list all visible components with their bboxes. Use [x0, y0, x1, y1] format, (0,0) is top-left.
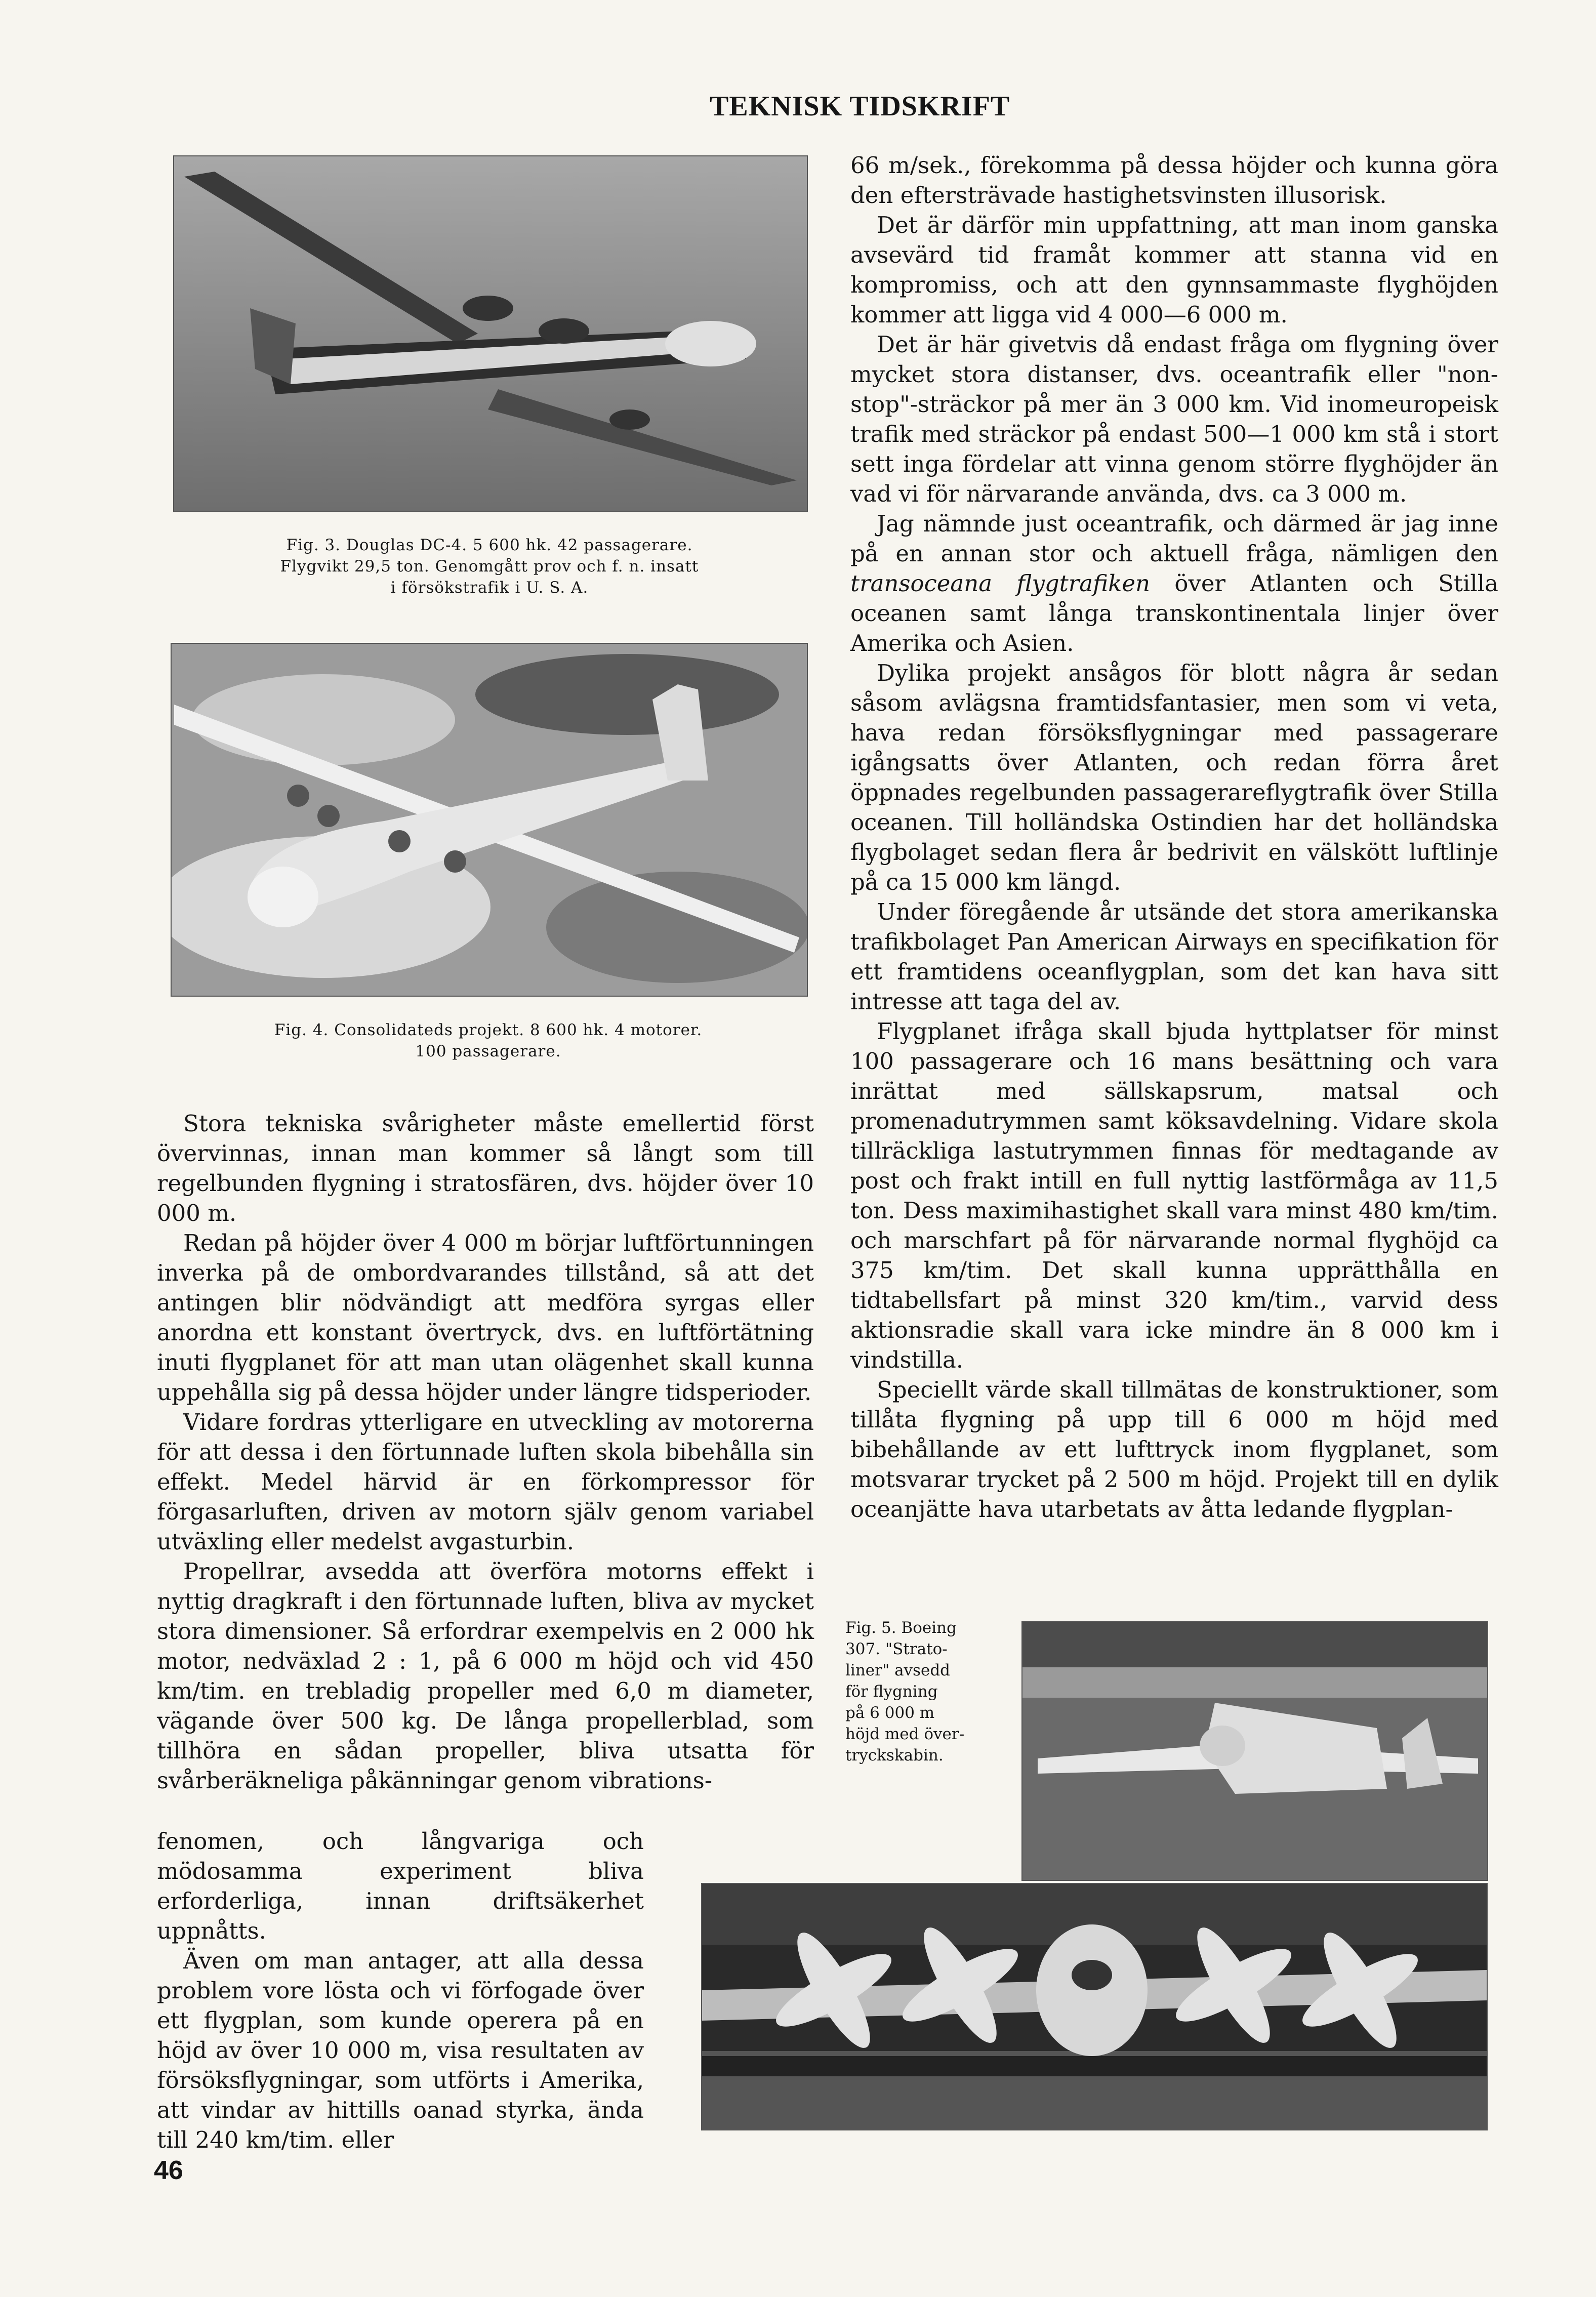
paragraph: Även om man antager, att alla dessa problem vore lösta och vi förfogade över ett flygplan, som kunde operera på en höjd av över 10 000 m, visa resultaten av försöksflygningar, som utförts i Amerika, att vindar av hittills oanad styrka, ända till 240 km/tim. eller	[157, 1947, 644, 2153]
paragraph: Stora tekniska svårigheter måste emellertid först övervinnas, innan man kommer så långt som till regelbunden flygning i stratosfären, dvs. höjder över 10 000 m.	[157, 1110, 814, 1226]
left-column-text-narrow	[157, 1826, 644, 2155]
paragraph: Redan på höjder över 4 000 m börjar luftförtunningen inverka på de ombordvarandes tillstånd, så att det antingen blir nödvändigt att medföra syrgas eller anordna ett konstant övertryck, dvs. en luftförtätning inuti flygplanet för att man utan olägenhet skall kunna uppehålla sig på dessa höjder under längre tidsperioder.	[157, 1229, 814, 1406]
paragraph: Flygplanet ifråga skall bjuda hyttplatser för minst 100 passagerare och 16 mans besättning och vara inrättat med sällskapsrum, matsal och promenadutrymmen samt köksavdelning. Vidare skola tillräckliga lastutrymmen finnas för medtagande av post och frakt intill en full nyttig lastförmåga av 11,5 ton. Dess maximihastighet skall vara minst 480 km/tim. och marschfart på för närvarande normal flyghöjd ca 375 km/tim. Det skall kunna upprätthålla en tidtabellsfart på minst 320 km/tim., varvid dess aktionsradie skall vara icke mindre än 8 000 km i vindstilla.	[850, 1018, 1498, 1373]
caption-line: på 6 000 m	[845, 1704, 935, 1722]
caption-line: i försökstrafik i U. S. A.	[390, 579, 589, 597]
figure-5-boeing-307-front-photo	[701, 1883, 1488, 2130]
paragraph: Vidare fordras ytterligare en utveckling av motorerna för att dessa i den förtunnade luften skola bibehålla sin effekt. Medel härvid är en förkompressor för förgasarluften, driven av motorn själv genom variabel utväxling eller medelst avgasturbin.	[157, 1409, 814, 1555]
caption-line: 100 passagerare.	[415, 1042, 561, 1060]
left-column-text	[157, 1109, 814, 1795]
figure-3-caption	[173, 535, 806, 598]
paragraph: Dylika projekt ansågos för blott några år sedan såsom avlägsna framtidsfantasier, men som vi veta, hava redan försöksflygningar med passagerare igångsatts över Atlanten, och redan förra året öppnades regelbunden passagerareflygtrafik över Stilla oceanen. Till holländska Ostindien har det holländska flygbolaget sedan flera år bedrivit en välskött luftlinje på ca 15 000 km längd.	[850, 660, 1498, 895]
figure-5-boeing-307-photo	[1021, 1621, 1488, 1881]
caption-line: höjd med över-	[845, 1725, 965, 1743]
text-run: över Atlanten och Stilla oceanen samt långa transkontinentala linjer över Amerika och Asien.	[850, 570, 1499, 657]
figure-4-consolidated-project-illustration	[171, 643, 808, 997]
caption-line: Fig. 5. Boeing	[845, 1619, 957, 1637]
right-column-text	[850, 150, 1498, 1524]
paragraph: Propellrar, avsedda att överföra motorns effekt i nyttig dragkraft i den förtunnade luften, bliva av mycket stora dimensioner. Så erfordrar exempelvis en 2 000 hk motor, nedväxlad 2 : 1, på 6 000 m höjd och vid 450 km/tim. en trebladig propeller med 6,0 m diameter, vägande över 500 kg. De långa propellerblad, som tillhöra en sådan propeller, bliva utsatta för svårberäkneliga påkänningar genom vibrations-	[157, 1558, 814, 1794]
page-number: 46	[154, 2156, 183, 2185]
caption-line: liner" avsedd	[845, 1661, 951, 1679]
caption-line: för flygning	[845, 1683, 938, 1701]
italic-term: transoceana flygtrafiken	[850, 570, 1150, 597]
caption-line: 307. "Strato-	[845, 1640, 948, 1658]
figure-4-caption	[171, 1019, 806, 1062]
text-run: Jag nämnde just oceantrafik, och därmed är jag inne på en annan stor och aktuell fråga, nämligen den	[850, 510, 1498, 567]
caption-line: Fig. 3. Douglas DC-4. 5 600 hk. 42 passagerare.	[286, 536, 693, 554]
caption-line: Flygvikt 29,5 ton. Genomgått prov och f. n. insatt	[280, 557, 699, 576]
paragraph	[850, 509, 1498, 658]
paragraph: Under föregående år utsände det stora amerikanska trafikbolaget Pan American Airways en specifikation för ett framtidens oceanflygplan, som det kan hava sitt intresse att taga del av.	[850, 898, 1498, 1015]
paragraph: Det är därför min uppfattning, att man inom ganska avsevärd tid framåt kommer att stanna vid en kompromiss, och att den gynnsammaste flyghöjden kommer att ligga vid 4 000—6 000 m.	[850, 212, 1498, 328]
paragraph: Speciellt värde skall tillmätas de konstruktioner, som tillåta flygning på upp till 6 000 m höjd med bibehållande av ett lufttryck inom flygplanet, som motsvarar trycket på 2 500 m höjd. Projekt till en dylik oceanjätte hava utarbetats av åtta ledande flygplan-	[850, 1376, 1498, 1523]
figure-5-caption	[845, 1617, 1012, 1766]
paragraph: Det är här givetvis då endast fråga om flygning över mycket stora distanser, dvs. oceantrafik eller "non-stop"-sträckor på mer än 3 000 km. Vid inomeuropeisk trafik med sträckor på endast 500—1 000 km stå i stort sett inga fördelar att vinna genom större flyghöjder än vad vi för närvarande använda, dvs. ca 3 000 m.	[850, 331, 1498, 507]
figure-3-douglas-dc4-photo	[173, 155, 808, 512]
paragraph: fenomen, och långvariga och mödosamma experiment bliva erforderliga, innan driftsäkerhet uppnåtts.	[157, 1828, 644, 1944]
paragraph: 66 m/sek., förekomma på dessa höjder och kunna göra den eftersträvade hastighetsvinsten illusorisk.	[850, 152, 1498, 209]
caption-line: tryckskabin.	[845, 1746, 944, 1765]
caption-line: Fig. 4. Consolidateds projekt. 8 600 hk. 4 motorer.	[274, 1021, 703, 1039]
journal-header: TEKNISK TIDSKRIFT	[710, 91, 1010, 122]
